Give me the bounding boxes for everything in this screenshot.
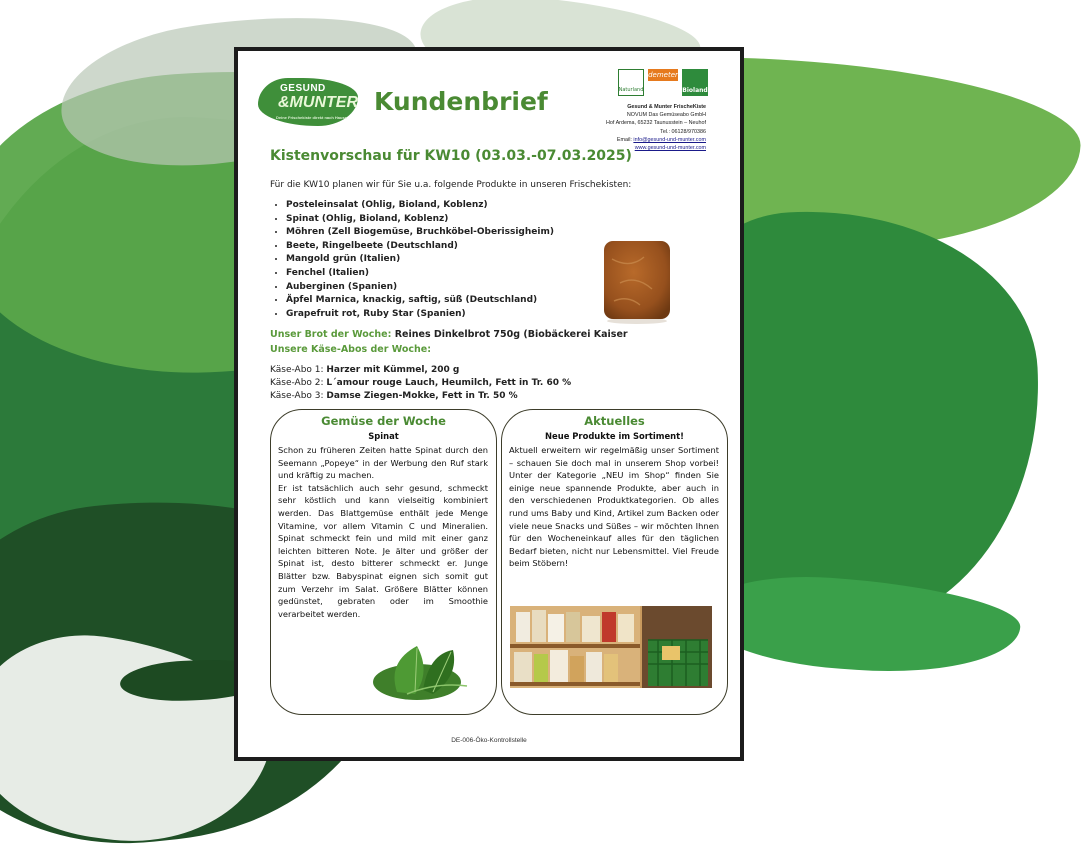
vegetable-box-text bbox=[278, 444, 488, 620]
brand-logo bbox=[258, 78, 358, 126]
news-box-subtitle: Neue Produkte im Sortiment! bbox=[545, 431, 684, 441]
cheese-label: Käse-Abo 3: bbox=[270, 391, 327, 401]
list-item: • Spinat (Ohlig, Bioland, Koblenz) bbox=[286, 213, 554, 227]
cheese-value: L´amour rouge Lauch, Heumilch, Fett in Tr. 60 % bbox=[326, 378, 572, 388]
news-box-title: Aktuelles bbox=[584, 414, 645, 428]
news-box-text: Aktuell erweitern wir regelmäßig unser Sortiment – schauen Sie doch mal in unserem Shop vorbei! Unter der Kategorie „NEU im Shop“ finden Sie einige neue spannende Produkte, aber auch in den verschiedenen Produktkategorien. Ob alles rund ums Baby und Kind, Artikel zum Backen oder viele neue Snacks und Süßes – wir möchten Ihnen für den Wocheneinkauf alles für den täglichen Bedarf bieten, nicht nur Lebensmittel. Viel Freude beim Stöbern! bbox=[509, 445, 719, 569]
logo-line2: &MUNTER bbox=[278, 94, 358, 111]
cheese-subscription bbox=[270, 391, 518, 401]
vegetable-box-subtitle: Spinat bbox=[368, 431, 399, 441]
news-box bbox=[501, 409, 728, 715]
footer-control-body: DE-006-Öko-Kontrollstelle bbox=[451, 737, 527, 744]
bread-label: Unser Brot der Woche: bbox=[270, 329, 395, 340]
paragraph: Schon zu früheren Zeiten hatte Spinat durch den Seemann „Popeye“ in der Werbung den Ruf stark und kräftig zu machen. bbox=[278, 445, 488, 481]
email-link[interactable]: info@gesund-und-munter.com bbox=[633, 136, 706, 143]
paragraph: Er ist tatsächlich auch sehr gesund, schmeckt sehr köstlich und kann vielseitig kombiniert werden. Das Blattgemüse enthält jede Menge Vitamine, vor allem Vitamin C und Mineralien. Spinat schmeckt fein und mild mit einer ganz leichten bitteren Note. Je älter und größer der Spinat ist, desto bitterer schmeckt er. Junge Blätter bzw. Babyspinat eignen sich somit gut zum Verzehr im Salat. Größere Blätter können gedünstet, gebraten oder im Smoothie verarbeitet werden. bbox=[278, 482, 488, 619]
demeter-label: demeter bbox=[648, 71, 678, 79]
cheese-heading: Unsere Käse-Abos der Woche: bbox=[270, 344, 432, 355]
email-line bbox=[606, 136, 706, 144]
logo-tagline: Deine Frischekiste direkt nach Hause bbox=[276, 115, 347, 120]
cheese-value: Damse Ziegen-Mokke, Fett in Tr. 50 % bbox=[326, 391, 518, 401]
cheese-value: Harzer mit Kümmel, 200 g bbox=[326, 365, 460, 375]
vegetable-box-title: Gemüse der Woche bbox=[321, 414, 446, 428]
product-list bbox=[270, 199, 554, 321]
address-line: NOVUM Das Gemüseabo GmbH bbox=[626, 112, 706, 119]
naturland-label: Naturland bbox=[618, 87, 644, 93]
phone-number: Tel.: 06128/970386 bbox=[660, 128, 706, 135]
naturland-seal bbox=[618, 69, 644, 96]
email-label: Email: bbox=[616, 136, 634, 143]
list-item: • Grapefruit rot, Ruby Star (Spanien) bbox=[286, 308, 554, 322]
shop-shelf-photo bbox=[510, 606, 712, 688]
preview-heading: Kistenvorschau für KW10 (03.03.-07.03.2025) bbox=[270, 148, 632, 164]
list-item: • Äpfel Marnica, knackig, saftig, süß (Deutschland) bbox=[286, 294, 554, 308]
certification-seals bbox=[618, 69, 708, 96]
address-line: Hof Ardema, 65232 Taunusstein – Neuhof bbox=[606, 120, 706, 127]
spinach-photo bbox=[367, 632, 473, 704]
list-item: • Auberginen (Spanien) bbox=[286, 281, 554, 295]
bread-photo bbox=[600, 239, 674, 325]
bread-value: Reines Dinkelbrot 750g (Biobäckerei Kaiser bbox=[394, 329, 628, 340]
list-item: • Posteleinsalat (Ohlig, Bioland, Koblenz) bbox=[286, 199, 554, 213]
cheese-label: Käse-Abo 2: bbox=[270, 378, 327, 388]
page-title: Kundenbrief bbox=[374, 87, 548, 116]
company-address bbox=[606, 103, 706, 152]
preview-intro: Für die KW10 planen wir für Sie u.a. folgende Produkte in unseren Frischekisten: bbox=[270, 180, 632, 190]
cheese-subscription bbox=[270, 365, 459, 375]
demeter-seal bbox=[648, 69, 678, 81]
vegetable-of-week-box bbox=[270, 409, 497, 715]
brush-stroke bbox=[697, 569, 1022, 681]
website-link[interactable]: www.gesund-und-munter.com bbox=[634, 145, 706, 152]
cheese-label: Käse-Abo 1: bbox=[270, 365, 327, 375]
cheese-subscription bbox=[270, 378, 571, 388]
bioland-label: Bioland bbox=[682, 87, 708, 94]
newsletter-page bbox=[234, 47, 744, 761]
bread-of-week bbox=[270, 329, 628, 340]
list-item: • Mangold grün (Italien) bbox=[286, 253, 554, 267]
list-item: • Beete, Ringelbeete (Deutschland) bbox=[286, 240, 554, 254]
bioland-seal bbox=[682, 69, 708, 96]
company-name: Gesund & Munter FrischeKiste bbox=[627, 104, 706, 110]
list-item: • Möhren (Zell Biogemüse, Bruchköbel-Oberissigheim) bbox=[286, 226, 554, 240]
logo-line1: GESUND bbox=[280, 83, 326, 94]
list-item: • Fenchel (Italien) bbox=[286, 267, 554, 281]
